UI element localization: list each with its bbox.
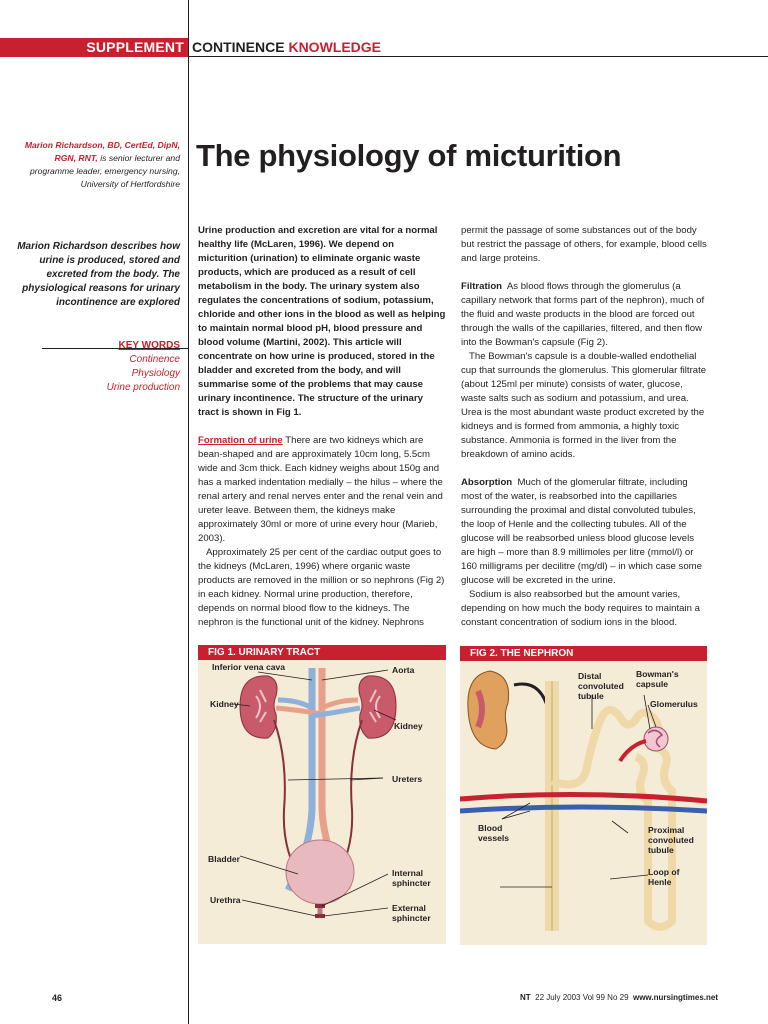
label-internal-sphincter: Internal sphincter [392,868,431,888]
absorption-text: Much of the glomerular filtrate, including most of the water, is reabsorbed into the capillaries surrounding the proximal and distal convoluted tubules, the loop of Henle and the collecting tubules. All of the glucose will be reabsorbed unless blood glucose levels are high – more than 8.9 millimoles per litre (mmol/l) or 160 milligrams per decilitre (mg/dl) – in which case some glucose will be excreted in the urine. [461,477,702,586]
label-proximal-convoluted-tubule: Proximal convoluted tubule [648,825,694,855]
text-column-1 [198,224,446,630]
keyword-item: Physiology [131,368,180,379]
author-byline [10,139,180,191]
label-ureters: Ureters [392,774,423,784]
author-role: is senior lecturer and programme leader, emergency nursing, University of Hertfordshire [30,153,180,189]
body-paragraph: Approximately 25 per cent of the cardiac output goes to the kidneys (McLaren, 1996) where organic waste products are removed in the million or so nephrons (Fig 2) in each kidney. Normal urine production, therefore, depends on normal blood flow to the kidneys. The nephron is the functional unit of the kidney. Nephrons [198,547,445,628]
body-paragraph: The Bowman's capsule is a double-walled endothelial cup that surrounds the glomerulus. This glomerular filtrate (about 125ml per minute) consists of water, glucose, waste salts such as sodium and potassium, and urea. Urea is the most abundant waste product excreted by the kidneys and is formed from ammonia, a highly toxic substance. Ammonia is formed in the liver from the breakdown of amino acids. [461,351,707,460]
intro-paragraph: Urine production and excretion are vital for a normal healthy life (McLaren, 1996). We depend on micturition (urination) to eliminate organic waste products, which are produced as a result of cell metabolism in the body. The urinary system also regulates the concentrations of sodium, potassium, chloride and other ions in the blood as well as helping to maintain normal blood pH, blood pressure and blood volume (Martini, 2002). This article will concentrate on how urine is produced, stored in the bladder and excreted from the body, and will summarise some of the problems that may cause urinary incontinence. The structure of the urinary tract is shown in Fig 1. [198,225,446,418]
kidney-left-shape [240,676,277,738]
keywords-heading: KEY WORDS [118,340,180,351]
kidney-section-shape [468,671,509,749]
label-kidney-right: Kidney [394,721,423,731]
section-continence: CONTINENCE [192,39,285,55]
body-paragraph: permit the passage of some substances out of the body but restrict the passage of others, for example, blood cells and large proteins. [461,225,707,264]
body-paragraph: Sodium is also reabsorbed but the amount varies, depending on how much the body requires to maintain a constant concentration of sodium ions in the blood. [461,589,700,628]
label-bladder: Bladder [208,854,240,864]
text-column-2 [461,224,709,630]
keywords-box [10,339,180,395]
column-divider [188,0,189,1024]
section-knowledge: KNOWLEDGE [288,39,382,55]
label-kidney-left: Kidney [210,699,239,709]
keyword-item: Urine production [106,382,180,393]
label-blood-vessels: Blood vessels [478,823,510,843]
section-title [192,39,381,55]
bladder-shape [286,840,354,904]
author-name: Marion Richardson, BD, CertEd, DipN, RGN, RNT, [24,140,180,163]
header-rule [188,56,768,57]
fig1-urinary-tract [198,660,446,944]
standfirst: Marion Richardson describes how urine is produced, stored and excreted from the body. The physiological reasons for urinary incontinence are explored [17,241,180,308]
label-aorta: Aorta [392,665,415,675]
filtration-heading: Filtration [461,281,503,292]
label-inferior-vena-cava: Inferior vena cava [212,662,286,672]
article-title: The physiology of micturition [196,138,622,173]
page-number: 46 [52,993,63,1003]
absorption-paragraph [461,476,709,588]
absorption-heading: Absorption [461,477,513,488]
section-header [0,38,768,57]
vein [460,807,707,811]
label-glomerulus: Glomerulus [650,699,698,709]
filtration-text: As blood flows through the glomerulus (a capillary network that forms part of the nephron), much of the fluid and waste products in the blood are forced out through the walls of the capillaries, filtered, and then flow into the Bowman's capsule (Fig 2). [461,281,705,348]
filtration-paragraph [461,280,709,350]
fig2-nephron [460,661,707,945]
kidney-right-shape [359,676,396,738]
footer-url: www.nursingtimes.net [632,993,719,1002]
fig1-title: FIG 1. URINARY TRACT [198,645,446,660]
footer-issue [520,993,718,1002]
label-distal-convoluted-tubule: Distal convoluted tubule [578,671,624,701]
footer-issue-date: 22 July 2003 Vol 99 No 29 [535,993,629,1002]
label-loop-of-henle: Loop of Henle [648,867,680,887]
formation-heading: Formation of urine [198,435,283,446]
label-bowmans-capsule: Bowman's capsule [636,669,679,689]
formation-paragraph [198,434,446,546]
supplement-label: SUPPLEMENT [86,39,184,55]
supplement-banner [0,38,188,57]
label-urethra: Urethra [210,895,241,905]
formation-text: There are two kidneys which are bean-shaped and are approximately 10cm long, 5.5cm wide and 3cm thick. Each kidney weighs about 150g and has a marked indentation medially – the hilus – where the renal artery and renal nerves enter and the renal vein and ureter leave. Between them, the kidneys make approximately 30ml or more of urine every hour (Marieb, 2003). [198,435,443,544]
keyword-item: Continence [129,354,180,365]
label-external-sphincter: External sphincter [392,903,431,923]
fig2-title: FIG 2. THE NEPHRON [460,646,707,661]
footer-nt: NT [520,993,531,1002]
